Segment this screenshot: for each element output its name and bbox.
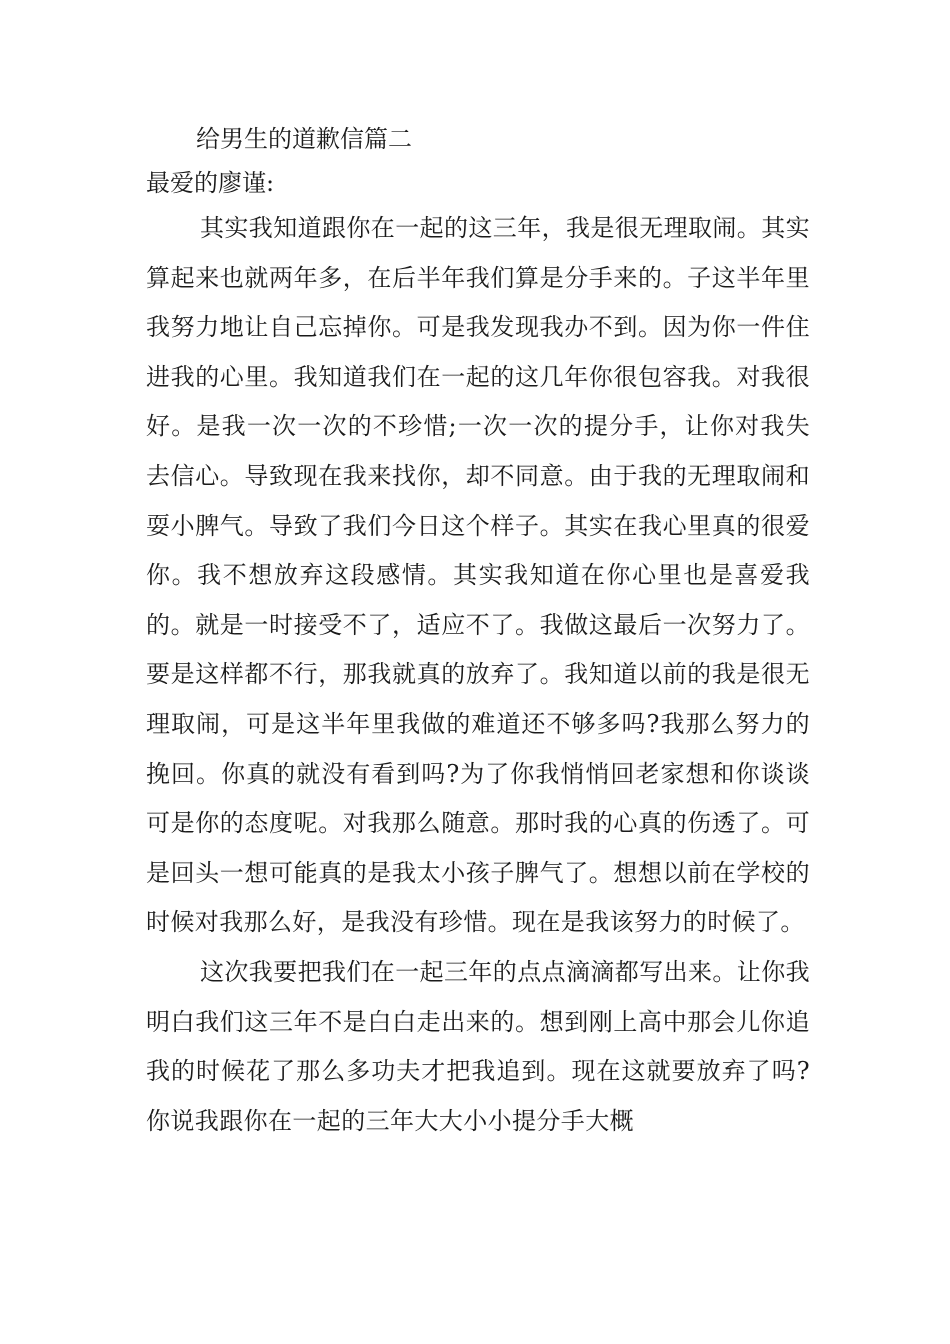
document-body [146, 122, 810, 1146]
document-title: 给男生的道歉信篇二 [196, 125, 412, 153]
salutation: 最爱的廖谨: [146, 169, 275, 197]
paragraph-1: 其实我知道跟你在一起的这三年，我是很无理取闹。其实算起来也就两年多，在后半年我们算是分手来的。子这半年里我努力地让自己忘掉你。可是我发现我办不到。因为你一件住进我的心里。我知道我们在一起的这几年你很包容我。对我很好。是我一次一次的不珍惜;一次一次的提分手，让你对我失去信心。导致现在我来找你，却不同意。由于我的无理取闹和耍小脾气。导致了我们今日这个样子。其实在我心里真的很爱你。我不想放弃这段感情。其实我知道在你心里也是喜爱我的。就是一时接受不了，适应不了。我做这最后一次努力了。要是这样都不行，那我就真的放弃了。我知道以前的我是很无理取闹，可是这半年里我做的难道还不够多吗?我那么努力的挽回。你真的就没有看到吗?为了你我悄悄回老家想和你谈谈可是你的态度呢。对我那么随意。那时我的心真的伤透了。可是回头一想可能真的是我太小孩子脾气了。想想以前在学校的时候对我那么好，是我没有珍惜。现在是我该努力的时候了。 [146, 214, 810, 937]
paragraph-2: 这次我要把我们在一起三年的点点滴滴都写出来。让你我明白我们这三年不是白白走出来的。想到刚上高中那会儿你追我的时候花了那么多功夫才把我追到。现在这就要放弃了吗?你说我跟你在一起的三年大大小小提分手大概 [146, 957, 810, 1135]
